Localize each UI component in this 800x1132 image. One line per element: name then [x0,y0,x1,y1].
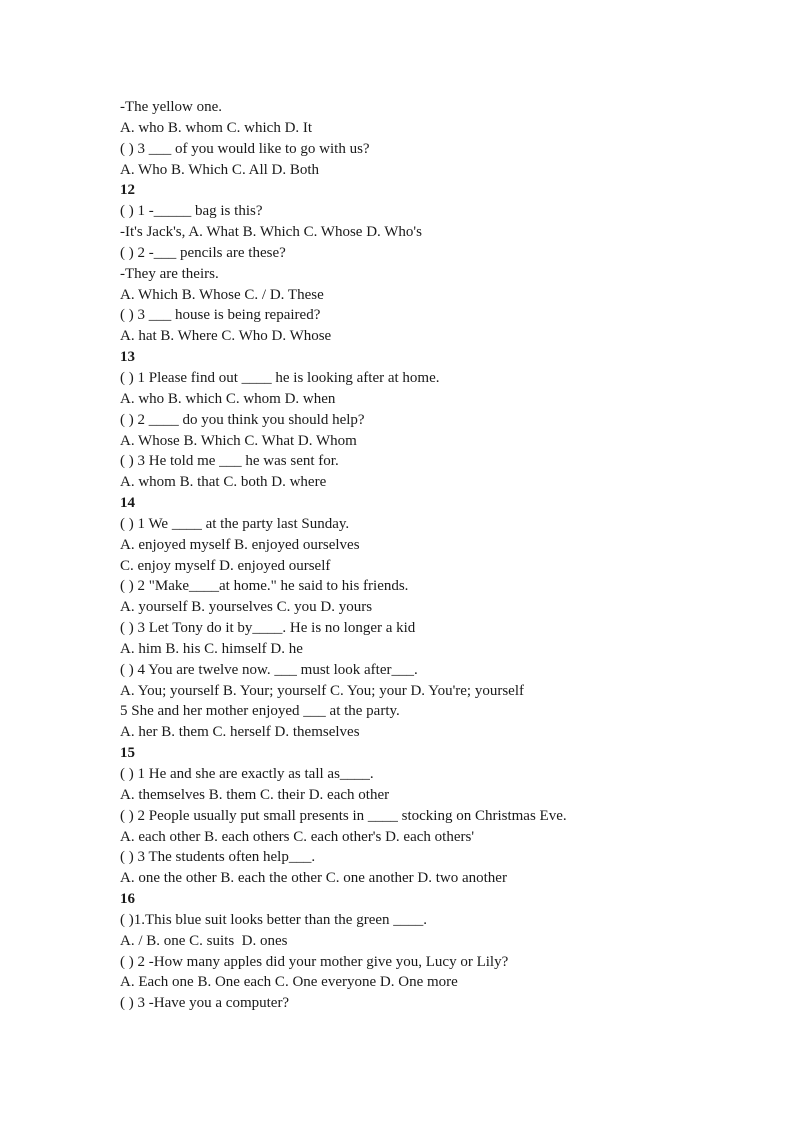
text-line: A. / B. one C. suits D. ones [120,932,288,949]
text-line: ( ) 1 Please find out ____ he is looking after at home. [120,369,440,386]
section-number: 16 [120,891,135,908]
text-line: A. her B. them C. herself D. themselves [120,724,360,741]
text-line: ( ) 3 The students often help___. [120,849,316,866]
text-line: A. one the other B. each the other C. one another D. two another [120,870,507,887]
text-line: -They are theirs. [120,265,219,282]
text-line: A. enjoyed myself B. enjoyed ourselves [120,536,360,553]
text-line: A. him B. his C. himself D. he [120,640,303,657]
text-line: ( ) 3 -Have you a computer? [120,995,290,1012]
text-line: -The yellow one. [120,99,223,115]
text-line: ( ) 2 "Make____at home." he said to his friends. [120,578,409,595]
text-line: A. Each one B. One each C. One everyone D. One more [120,974,458,991]
text-line: ( )1.This blue suit looks better than the green ____. [120,911,428,928]
text-line: A. Whose B. Which C. What D. Whom [120,432,357,449]
text-line: 5 She and her mother enjoyed ___ at the party. [120,703,400,720]
section-number: 14 [120,495,135,512]
text-line: A. themselves B. them C. their D. each other [120,786,390,803]
text-line: ( ) 1 We ____ at the party last Sunday. [120,515,350,532]
text-line: ( ) 3 Let Tony do it by____. He is no longer a kid [120,620,416,637]
text-line: A. hat B. Where C. Who D. Whose [120,328,332,345]
text-line: A. whom B. that C. both D. where [120,474,327,491]
text-line: A. who B. which C. whom D. when [120,390,336,407]
text-line: A. You; yourself B. Your; yourself C. You; your D. You're; yourself [120,682,524,699]
text-line: -It's Jack's, A. What B. Which C. Whose D. Who's [120,224,422,241]
text-line: ( ) 4 You are twelve now. ___ must look after___. [120,661,418,678]
section-number: 13 [120,349,135,366]
text-line: C. enjoy myself D. enjoyed ourself [120,557,331,574]
text-line: ( ) 2 -How many apples did your mother give you, Lucy or Lily? [120,953,509,970]
section-number: 12 [120,182,135,199]
text-line: A. who B. whom C. which D. It [120,119,313,136]
text-line: A. each other B. each others C. each other's D. each others' [120,828,475,845]
text-line: A. Which B. Whose C. / D. These [120,286,324,303]
text-line: ( ) 2 -___ pencils are these? [120,244,286,261]
text-line: ( ) 3 ___ of you would like to go with us? [120,140,370,157]
document-page [120,97,760,1014]
text-line: ( ) 3 ___ house is being repaired? [120,307,321,324]
text-line: ( ) 1 He and she are exactly as tall as____. [120,766,374,782]
section-number: 15 [120,745,135,762]
text-line: A. Who B. Which C. All D. Both [120,161,320,178]
text-line: ( ) 2 ____ do you think you should help? [120,411,365,428]
text-line: ( ) 1 -_____ bag is this? [120,203,263,220]
text-line: ( ) 2 People usually put small presents in ____ stocking on Christmas Eve. [120,807,567,824]
text-line: A. yourself B. yourselves C. you D. yours [120,599,373,616]
text-line: ( ) 3 He told me ___ he was sent for. [120,453,339,470]
